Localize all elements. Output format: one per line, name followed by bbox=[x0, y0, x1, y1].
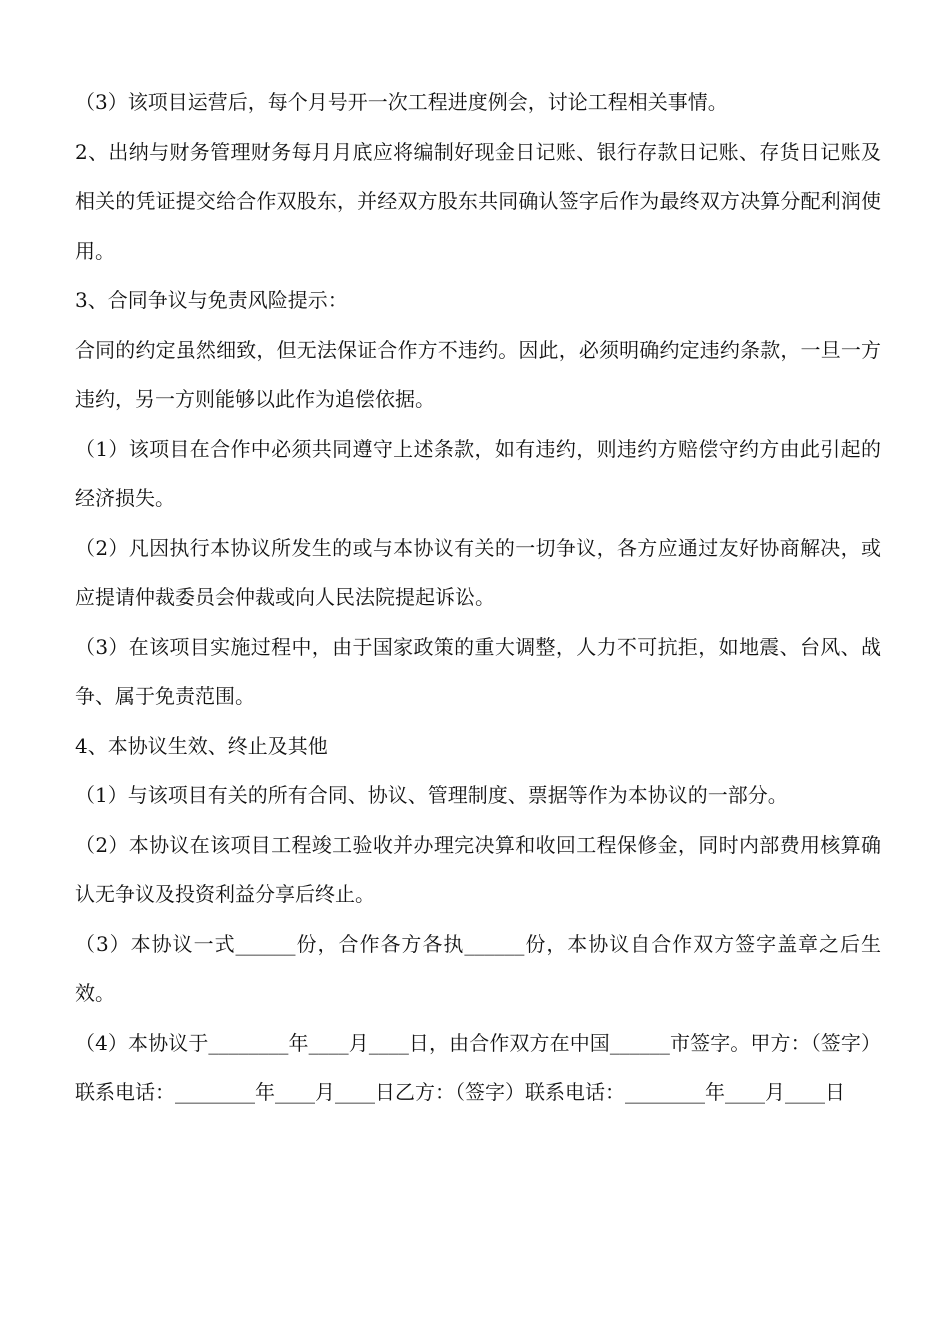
paragraph-termination: （2）本协议在该项目工程竣工验收并办理完决算和收回工程保修金，同时内部费用核算确认无争议及投资利益分享后终止。 bbox=[75, 832, 881, 906]
section-heading-disputes: 3、合同争议与免责风险提示： bbox=[75, 288, 348, 312]
paragraph-breach-intro: 合同的约定虽然细致，但无法保证合作方不违约。因此，必须明确约定违约条款，一旦一方违约，另一方则能够以此作为追偿依据。 bbox=[75, 337, 881, 411]
paragraph-finance-ledger: 2、出纳与财务管理财务每月月底应将编制好现金日记账、银行存款日记账、存货日记账及相关的凭证提交给合作双股东，并经双方股东共同确认签字后作为最终双方决算分配利润使用。 bbox=[75, 139, 881, 263]
paragraph-related-documents: （1）与该项目有关的所有合同、协议、管理制度、票据等作为本协议的一部分。 bbox=[75, 783, 788, 807]
paragraph-force-majeure: （3）在该项目实施过程中，由于国家政策的重大调整，人力不可抗拒，如地震、台风、战争、属于免责范围。 bbox=[75, 634, 881, 708]
paragraph-dispute-resolution: （2）凡因执行本协议所发生的或与本协议有关的一切争议，各方应通过友好协商解决，或应提请仲裁委员会仲裁或向人民法院提起诉讼。 bbox=[75, 535, 881, 609]
document-body bbox=[75, 78, 881, 1118]
section-heading-effect-termination: 4、本协议生效、终止及其他 bbox=[75, 733, 328, 758]
paragraph-breach-compensation: （1）该项目在合作中必须共同遵守上述条款，如有违约，则违约方赔偿守约方由此引起的经济损失。 bbox=[75, 436, 881, 510]
paragraph-signing: （4）本协议于________年____月____日，由合作双方在中国______市签字。甲方：（签字）联系电话：________年____月____日乙方：（签字）联系电话：________年____月____日 bbox=[75, 1030, 881, 1104]
paragraph-copies: （3）本协议一式______份，合作各方各执______份，本协议自合作双方签字盖章之后生效。 bbox=[75, 931, 881, 1005]
paragraph-meeting-schedule: （3）该项目运营后，每个月号开一次工程进度例会，讨论工程相关事情。 bbox=[75, 90, 728, 114]
